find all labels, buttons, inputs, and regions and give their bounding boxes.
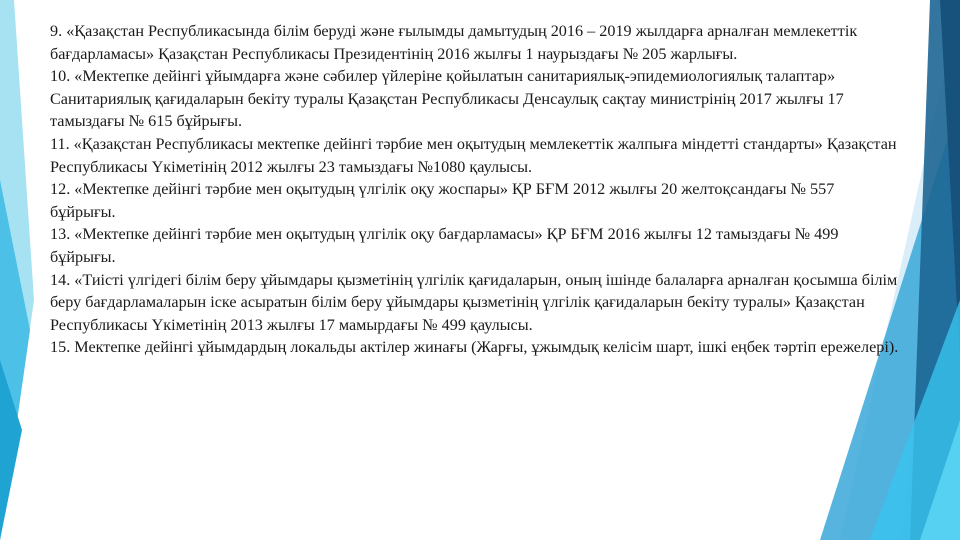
list-item: 10. «Мектепке дейінгі ұйымдарға және сәбилер үйлеріне қойылатын санитариялық-эпидемиологиялық талаптар» Санитариялық қағидаларын бекіту туралы Қазақстан Республикасы Денсаулық сақтау министрінің 2017 жылғы 17 тамыздағы № 615 бұйрығы. [50,67,844,131]
left-decorative-band [0,0,40,540]
list-item: 9. «Қазақстан Республикасында білім беруді және ғылымды дамытудың 2016 – 2019 жылдарға арналған мемлекеттік бағдарламасы» Қазақстан Республикасы Президентінің 2016 жылғы 1 наурыздағы № 205 жарлығы. [50,22,858,63]
reference-list [50,20,900,359]
list-item: 14. «Тиісті үлгідегі білім беру ұйымдары қызметінің үлгілік қағидаларын, оның ішінде балаларға арналған қосымша білім беру бағдарламаларын іске асыратын білім беру ұйымдары қызметінің үлгілік қағидаларын бекіту туралы» Қазақстан Республикасы Үкіметінің 2013 жылғы 17 мамырдағы № 499 қаулысы. [50,270,898,334]
list-item: 12. «Мектепке дейінгі тәрбие мен оқытудың үлгілік оқу жоспары» ҚР БҒМ 2012 жылғы 20 желтоқсандағы № 557 бұйрығы. [50,180,835,221]
list-item: 11. «Қазақстан Республикасы мектепке дейінгі тәрбие мен оқытудың мемлекеттік жалпыға міндетті стандарты» Қазақстан Республикасы Үкіметінің 2012 жылғы 23 тамыздағы №1080 қаулысы. [50,134,897,176]
list-item: 13. «Мектепке дейінгі тәрбие мен оқытудың үлгілік оқу бағдарламасы» ҚР БҒМ 2016 жылғы 12 тамыздағы № 499 бұйрығы. [50,225,839,266]
list-item: 15. Мектепке дейінгі ұйымдардың локальды актілер жинағы (Жарғы, ұжымдық келісім шарт, ішкі еңбек тәртіп ережелері). [50,338,899,357]
